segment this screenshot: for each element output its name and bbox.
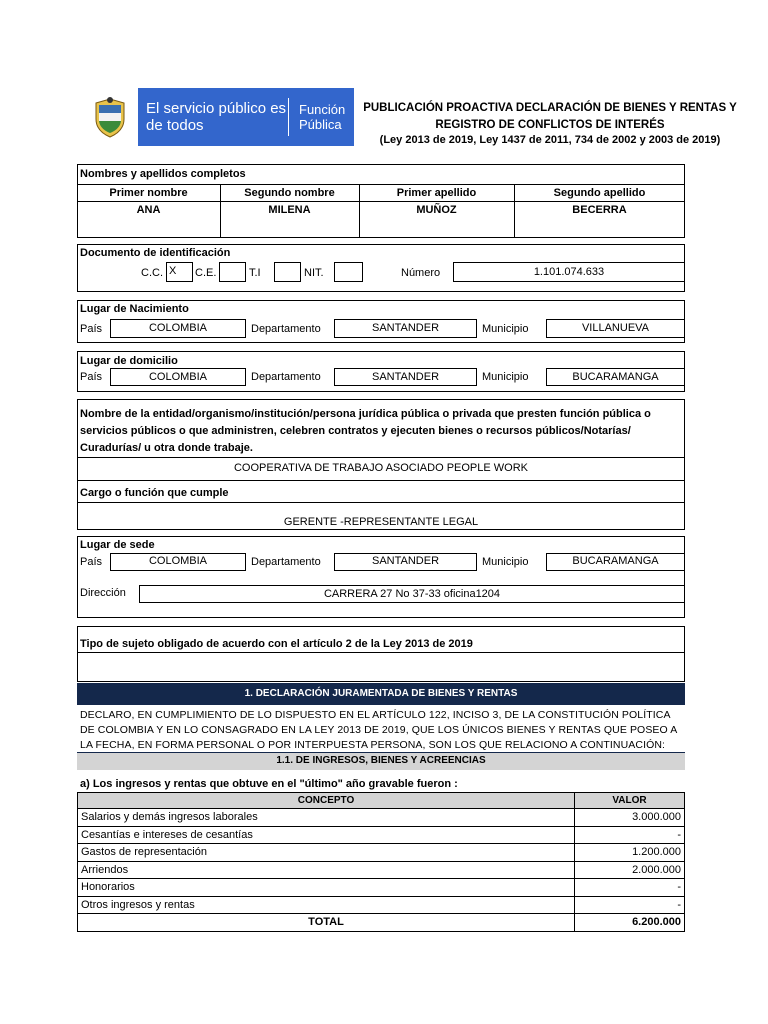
- address-label: Dirección: [80, 587, 126, 599]
- office-municipality-label: Municipio: [482, 556, 529, 568]
- names-section-label: Nombres y apellidos completos: [80, 168, 246, 180]
- residence-municipality-field[interactable]: BUCARAMANGA: [546, 368, 685, 386]
- first-name-label: Primer nombre: [109, 187, 188, 199]
- colombia-seal-icon: [82, 88, 138, 146]
- first-surname-label: Primer apellido: [396, 187, 477, 199]
- declaration-subheading: 1.1. DE INGRESOS, BIENES Y ACREENCIAS: [77, 752, 685, 770]
- birth-country-label: País: [80, 323, 103, 335]
- birth-section-label: Lugar de Nacimiento: [80, 303, 189, 315]
- income-concept: Otros ingresos y rentas: [78, 896, 575, 914]
- funcion-publica-logo: [82, 88, 354, 146]
- address-field[interactable]: CARRERA 27 No 37-33 oficina1204: [139, 585, 685, 603]
- table-row: [78, 809, 685, 827]
- concept-header: CONCEPTO: [78, 793, 575, 809]
- second-name-value: MILENA: [268, 204, 311, 216]
- subject-type-label: Tipo de sujeto obligado de acuerdo con el artículo 2 de la Ley 2013 de 2019: [80, 638, 473, 650]
- table-row: [78, 879, 685, 897]
- subject-type-divider: [77, 652, 685, 653]
- entity-value: COOPERATIVA DE TRABAJO ASOCIADO PEOPLE WORK: [233, 462, 528, 474]
- income-value: 2.000.000: [575, 861, 685, 879]
- entity-divider: [77, 502, 685, 503]
- income-table-header: [78, 793, 685, 809]
- income-table: [77, 792, 685, 932]
- birth-country-field[interactable]: COLOMBIA: [110, 319, 246, 338]
- income-concept: Arriendos: [78, 861, 575, 879]
- income-concept: Honorarios: [78, 879, 575, 897]
- entity-label: Nombre de la entidad/organismo/institución/persona jurídica pública o privada que presten función pública o servicios públicos o que administren, celebren contratos y ejecuten bienes o recursos públicos/Notarías/ Curadurías/ u otra donde trabaje.: [80, 408, 651, 454]
- cc-label: C.C.: [141, 267, 163, 279]
- cc-checkbox[interactable]: X: [166, 262, 193, 282]
- second-surname-value: BECERRA: [572, 204, 627, 216]
- value-header: VALOR: [575, 793, 685, 809]
- ti-label: T.I: [249, 267, 261, 279]
- birth-department-label: Departamento: [251, 323, 321, 335]
- office-country-label: País: [80, 556, 103, 568]
- first-surname-value: MUÑOZ: [416, 204, 457, 216]
- first-name-value: ANA: [136, 204, 161, 216]
- office-municipality-field[interactable]: BUCARAMANGA: [546, 553, 685, 571]
- document-section-label: Documento de identificación: [80, 247, 231, 259]
- table-row: [78, 826, 685, 844]
- page-subtitle: (Ley 2013 de 2019, Ley 1437 de 2011, 734 de 2002 y 2003 de 2019): [379, 134, 721, 146]
- declaration-text: DECLARO, EN CUMPLIMIENTO DE LO DISPUESTO EN EL ARTÍCULO 122, INCISO 3, DE LA CONSTITUCIÓN POLÍTICA DE COLOMBIA Y EN LO CONSAGRADO EN LA LEY 2013 DE 2019, QUE LOS ÚNICOS BIENES Y RENTAS QUE POSEO A LA FECHA, EN FORMA PERSONAL O POR INTERPUESTA PERSONA, SON LOS QUE RELACIONO A CONTINUACIÓN:: [80, 709, 677, 751]
- office-section: [77, 536, 685, 618]
- ce-checkbox[interactable]: [219, 262, 246, 282]
- office-department-label: Departamento: [251, 556, 321, 568]
- residence-department-field[interactable]: SANTANDER: [334, 368, 477, 386]
- declaration-heading: 1. DECLARACIÓN JURAMENTADA DE BIENES Y RENTAS: [77, 683, 685, 705]
- income-concept: Cesantías e intereses de cesantías: [78, 826, 575, 844]
- second-surname-label: Segundo apellido: [553, 187, 646, 199]
- number-label: Número: [401, 267, 441, 279]
- subject-type-section: [77, 626, 685, 682]
- income-concept: Salarios y demás ingresos laborales: [78, 809, 575, 827]
- residence-department-label: Departamento: [251, 371, 321, 383]
- residence-municipality-label: Municipio: [482, 371, 529, 383]
- ti-checkbox[interactable]: [274, 262, 301, 282]
- income-value: -: [575, 826, 685, 844]
- income-value: 1.200.000: [575, 844, 685, 862]
- table-row: [78, 861, 685, 879]
- office-section-label: Lugar de sede: [80, 539, 155, 551]
- table-row: [78, 896, 685, 914]
- office-department-field[interactable]: SANTANDER: [334, 553, 477, 571]
- total-label: TOTAL: [78, 914, 575, 932]
- position-value: GERENTE -REPRESENTANTE LEGAL: [283, 516, 479, 528]
- income-value: 3.000.000: [575, 809, 685, 827]
- income-label: a) Los ingresos y rentas que obtuve en el "último" año gravable fueron :: [80, 778, 458, 790]
- names-divider: [77, 184, 685, 185]
- logo-main-text: El servicio público es de todos: [146, 100, 287, 134]
- total-value: 6.200.000: [575, 914, 685, 932]
- table-row: [78, 844, 685, 862]
- position-label: Cargo o función que cumple: [80, 487, 229, 499]
- entity-divider: [77, 480, 685, 481]
- nit-checkbox[interactable]: [334, 262, 363, 282]
- residence-country-field[interactable]: COLOMBIA: [110, 368, 246, 386]
- second-name-label: Segundo nombre: [244, 187, 335, 199]
- office-country-field[interactable]: COLOMBIA: [110, 553, 246, 571]
- nit-label: NIT.: [304, 267, 324, 279]
- income-total-row: [78, 914, 685, 932]
- page-title: PUBLICACIÓN PROACTIVA DECLARACIÓN DE BIENES Y RENTAS Y REGISTRO DE CONFLICTOS DE INTERÉS: [363, 102, 737, 131]
- birth-municipality-field[interactable]: VILLANUEVA: [546, 319, 685, 338]
- document-number-field[interactable]: 1.101.074.633: [453, 262, 685, 282]
- residence-country-label: País: [80, 371, 103, 383]
- income-value: -: [575, 896, 685, 914]
- birth-department-field[interactable]: SANTANDER: [334, 319, 477, 338]
- income-value: -: [575, 879, 685, 897]
- ce-label: C.E.: [195, 267, 217, 279]
- logo-sub-text: Función Pública: [299, 102, 346, 132]
- entity-divider: [77, 457, 685, 458]
- birth-municipality-label: Municipio: [482, 323, 529, 335]
- residence-section-label: Lugar de domicilio: [80, 355, 178, 367]
- income-concept: Gastos de representación: [78, 844, 575, 862]
- names-divider: [77, 201, 685, 202]
